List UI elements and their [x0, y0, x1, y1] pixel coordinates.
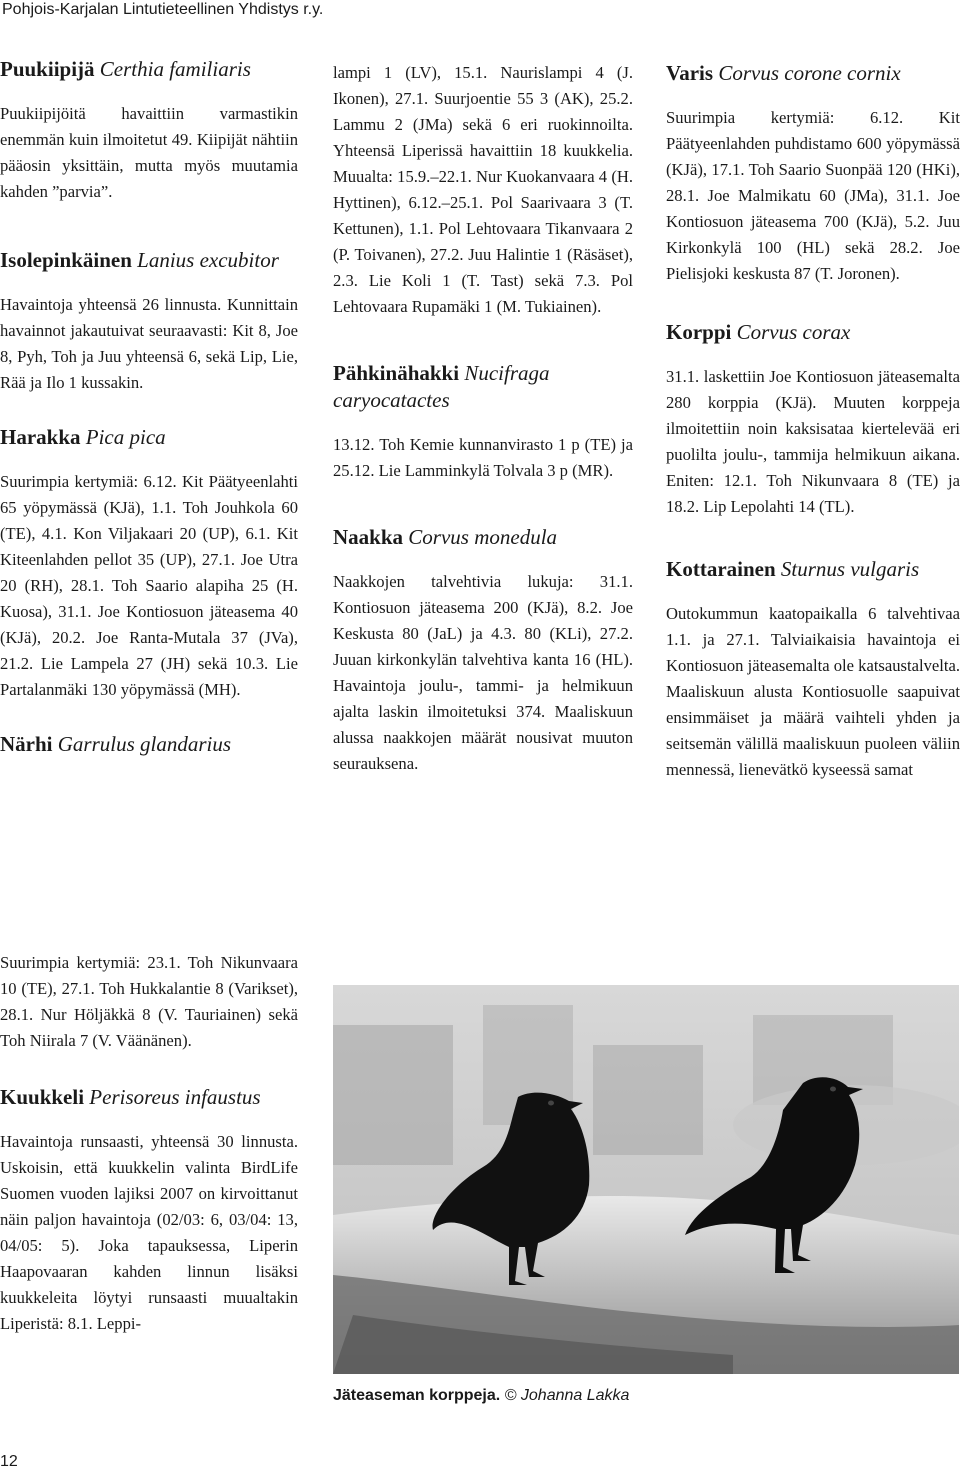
paragraph-varis: Suurimpia kertymiä: 6.12. Kit Päätyeenlahden puhdistamo 600 yöpymässä (KJä), 17.1. Toh Saario Suonpää 120 (HKi), 28.1. Joe Malmikatu 60 (JMa), 31.1. Joe Kontiosuon jäteasema 700 (KJä), 5.2. Juu Kirkonkylä 100 (HL) sekä 28.2. Joe Pielisjoki keskusta 87 (T. Joronen). [666, 108, 960, 283]
paragraph-kuukkeli-part1: Havaintoja runsaasti, yhteensä 30 linnusta. Uskoisin, että kuukkelin valinta BirdLife Suomen vuoden lajiksi 2007 on kirvoittanut näin paljon havaintoja (02/03: 6, 03/04: 13, 04/05: 5). Joka tapauksessa, Liperin Haapovaaran kahden linnun lisäksi kuukkeleita löytyi runsaasti muualtakin Liperistä: 8.1. Leppi- [0, 1132, 298, 1333]
paragraph-harakka: Suurimpia kertymiä: 6.12. Kit Päätyeenlahti 65 yöpymässä (KJä), 1.1. Toh Jouhkola 60 (TE), 4.1. Kon Viljakaari 20 (UP), 6.1. Kit Kiteenlahden pellot 35 (UP), 27.1. Joe Utra 20 (RH), 28.1. Toh Saario alapiha 25 (H. Kuosa), 31.1. Joe Kontiosuon jäteasema 40 (KJä), 20.2. Joe Ranta-Mutala 37 (JVa), 21.2. Lie Lampela 27 (JH) sekä 10.3. Lie Partalanmäki 130 yöpymässä (MH). [0, 472, 298, 699]
species-name: Närhi [0, 732, 53, 756]
species-latin: Certhia familiaris [99, 57, 251, 81]
photo-caption [333, 1385, 959, 1407]
species-name: Pähkinähakki [333, 361, 460, 385]
paragraph-korppi: 31.1. laskettiin Joe Kontiosuon jäteasemalta 280 korppia (KJä). Muuten korppeja ilmoitettiin noin kaksisataa kiertelevää eri puolilta joulu-, tammija helmikuun aikana. Eniten: 12.1. Toh Nikunvaara 8 (TE) ja 18.2. Lip Lepolahti 14 (TL). [666, 367, 960, 516]
paragraph-narhi: Suurimpia kertymiä: 23.1. Toh Nikunvaara 10 (TE), 27.1. Toh Hukkalantie 8 (Varikset), 28.1. Nur Höljäkkä 8 (V. Tauriainen) sekä Toh Niirala 7 (V. Väänänen). [0, 953, 298, 1050]
heading-kottarainen [666, 556, 960, 583]
heading-naakka [333, 524, 633, 551]
column-3 [666, 60, 960, 809]
column-1-lower [0, 950, 298, 1363]
paragraph-pahkinahakki: 13.12. Toh Kemie kunnanvirasto 1 p (TE) ja 25.12. Lie Lamminkylä Tolvala 3 p (MR). [333, 435, 633, 480]
species-name: Kottarainen [666, 557, 776, 581]
journal-header: Pohjois-Karjalan Lintutieteellinen Yhdistys r.y. [2, 1, 324, 18]
species-latin: Corvus monedula [408, 525, 558, 549]
species-latin: Nucifraga caryocatactes [333, 361, 550, 412]
caption-credit: © Johanna Lakka [504, 1387, 630, 1404]
paragraph-kottarainen: Outokummun kaatopaikalla 6 talvehtivaa 1.1. ja 27.1. Talviaikaisia havaintoja ei Kontiosuon jäteasemalta ole katsaustalvelta. Maaliskuun alusta Kontiosuolle saapuivat ensimmäiset ja määrä vaihteli yhden ja seitsemän välillä maaliskuun puoleen väliin mennessä, lienevätkö kyseessä samat [666, 604, 960, 779]
species-name: Naakka [333, 525, 404, 549]
species-latin: Pica pica [85, 425, 166, 449]
species-name: Harakka [0, 425, 81, 449]
heading-pahkinahakki [333, 360, 633, 414]
species-latin: Garrulus glandarius [57, 732, 232, 756]
paragraph-isolepinkainen: Havaintoja yhteensä 26 linnusta. Kunnittain havainnot jakautuivat seuraavasti: Kit 8, Joe 8, Pyh, Toh ja Juu yhteensä 6, sekä Lip, Lie, Rää ja Ilo 1 kussakin. [0, 295, 298, 392]
paragraph-kuukkeli-part2: lampi 1 (LV), 15.1. Naurislampi 4 (J. Ikonen), 27.1. Suurjoentie 55 3 (AK), 25.2. Lammu 2 (JMa) sekä 6 eri ruokinnoilta. Yhteensä Liperissä havaittiin 18 kuukkelia. Muualta: 15.9.–22.1. Nur Kuokanvaara 4 (H. Hyttinen), 6.12.–25.1. Pol Saarivaara 3 (T. Kettunen), 1.1. Pol Lehtovaara Tikanvaara 2 (P. Toivanen), 27.2. Juu Halintie 1 (Räsäset), 2.3. Lie Koli 1 (T. Tast) sekä 7.3. Pol Lehtovaara Rupamäki 1 (M. Tukiainen). [333, 63, 633, 316]
heading-korppi [666, 319, 960, 346]
species-name: Puukiipijä [0, 57, 95, 81]
species-name: Korppi [666, 320, 732, 344]
ravens-photo [333, 985, 959, 1374]
page-number: 12 [0, 1453, 18, 1470]
heading-kuukkeli [0, 1084, 298, 1111]
species-name: Kuukkeli [0, 1085, 85, 1109]
heading-harakka [0, 424, 298, 451]
heading-narhi [0, 731, 298, 758]
species-latin: Corvus corax [736, 320, 851, 344]
column-2 [333, 60, 633, 803]
heading-varis [666, 60, 960, 87]
column-1 [0, 56, 298, 776]
species-latin: Sturnus vulgaris [780, 557, 920, 581]
paragraph-naakka: Naakkojen talvehtivia lukuja: 31.1. Kontiosuon jäteasema 200 (KJä), 8.2. Joe Keskusta 80 (JaL) ja 4.3. 80 (KLi), 27.2. Juuan kirkonkylän talvehtiva kanta 16 (HL). Havaintoja joulu-, tammi- ja helmikuun ajalta laskin ilmoitetuksi 374. Maaliskuun alussa naakkojen määrät nousivat muuton seurauksena. [333, 572, 633, 773]
species-latin: Perisoreus infaustus [89, 1085, 261, 1109]
caption-title: Jäteaseman korppeja. [333, 1387, 501, 1404]
heading-puukiipija [0, 56, 298, 83]
species-latin: Lanius excubitor [137, 248, 279, 272]
ravens-illustration [333, 985, 959, 1374]
species-latin: Corvus corone cornix [718, 61, 901, 85]
heading-isolepinkainen [0, 247, 298, 274]
species-name: Varis [666, 61, 714, 85]
paragraph-puukiipija: Puukiipijöitä havaittiin varmastikin enemmän kuin ilmoitetut 49. Kiipijät nähtiin pääosin yksittäin, mutta myös muutamia kahden ”parvia”. [0, 104, 298, 201]
species-name: Isolepinkäinen [0, 248, 132, 272]
